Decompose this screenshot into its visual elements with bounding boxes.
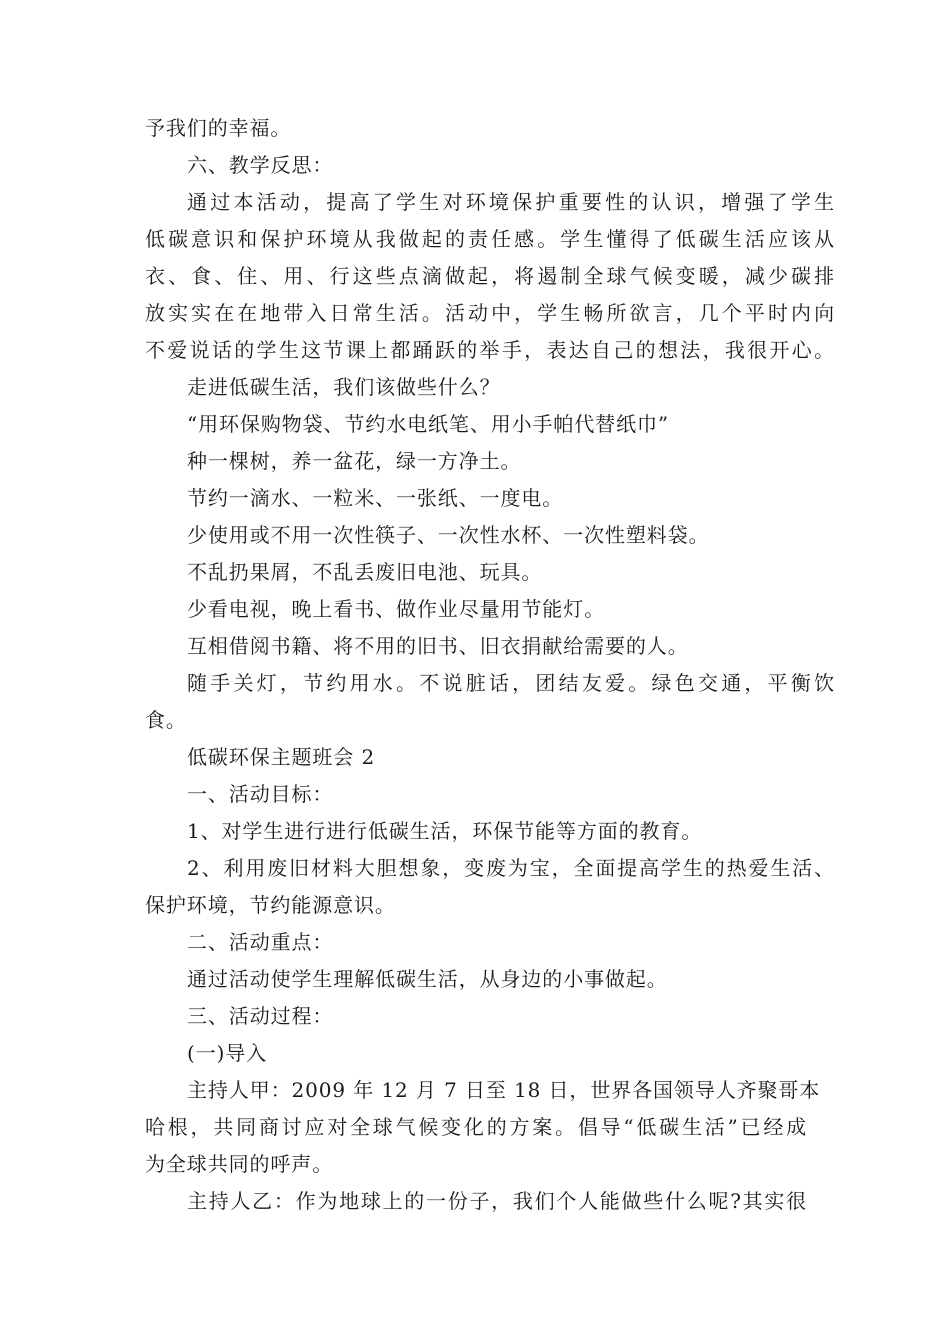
text-line: 衣、食、住、用、行这些点滴做起，将遏制全球气候变暖，减少碳排	[145, 264, 835, 288]
text-line: 少使用或不用一次性筷子、一次性水杯、一次性塑料袋。	[187, 523, 710, 547]
text-line: 节约一滴水、一粒米、一张纸、一度电。	[187, 486, 564, 510]
text-line: 不乱扔果屑，不乱丢废旧电池、玩具。	[187, 560, 543, 584]
text-line: 放实实在在地带入日常生活。活动中，学生畅所欲言，几个平时内向	[145, 301, 835, 325]
text-line: 主持人乙：作为地球上的一份子，我们个人能做些什么呢?其实很	[187, 1189, 807, 1213]
section-heading: 二、活动重点：	[187, 930, 334, 954]
text-line: 为全球共同的呼声。	[145, 1152, 334, 1176]
text-line: 哈根，共同商讨应对全球气候变化的方案。倡导“低碳生活”已经成	[145, 1115, 807, 1139]
text-line: 予我们的幸福。	[145, 116, 292, 140]
section-title: 低碳环保主题班会 2	[187, 745, 376, 769]
text-line: 互相借阅书籍、将不用的旧书、旧衣捐献给需要的人。	[187, 634, 689, 658]
text-line: “用环保购物袋、节约水电纸笔、用小手帕代替纸巾”	[187, 412, 670, 436]
text-line: 保护环境，节约能源意识。	[145, 893, 396, 917]
subsection-heading: (一)导入	[187, 1041, 268, 1065]
text-line: 走进低碳生活，我们该做些什么？	[187, 375, 501, 399]
text-line: 食。	[145, 708, 187, 732]
text-line: 低碳意识和保护环境从我做起的责任感。学生懂得了低碳生活应该从	[145, 227, 835, 251]
text-line: 少看电视，晚上看书、做作业尽量用节能灯。	[187, 597, 605, 621]
section-heading: 六、教学反思：	[187, 153, 334, 177]
text-line: 2、利用废旧材料大胆想象，变废为宝，全面提高学生的热爱生活、	[187, 856, 835, 880]
text-line: 随手关灯，节约用水。不说脏话，团结友爱。绿色交通，平衡饮	[187, 671, 835, 695]
text-line: 1、对学生进行进行低碳生活，环保节能等方面的教育。	[187, 819, 703, 843]
section-heading: 一、活动目标：	[187, 782, 334, 806]
section-heading: 三、活动过程：	[187, 1004, 334, 1028]
text-line: 不爱说话的学生这节课上都踊跃的举手，表达自己的想法，我很开心。	[145, 338, 835, 362]
text-line: 种一棵树，养一盆花，绿一方净土。	[187, 449, 522, 473]
text-line: 通过本活动，提高了学生对环境保护重要性的认识，增强了学生	[187, 190, 835, 214]
text-line: 通过活动使学生理解低碳生活，从身边的小事做起。	[187, 967, 668, 991]
text-line: 主持人甲：2009 年 12 月 7 日至 18 日，世界各国领导人齐聚哥本	[187, 1078, 821, 1102]
